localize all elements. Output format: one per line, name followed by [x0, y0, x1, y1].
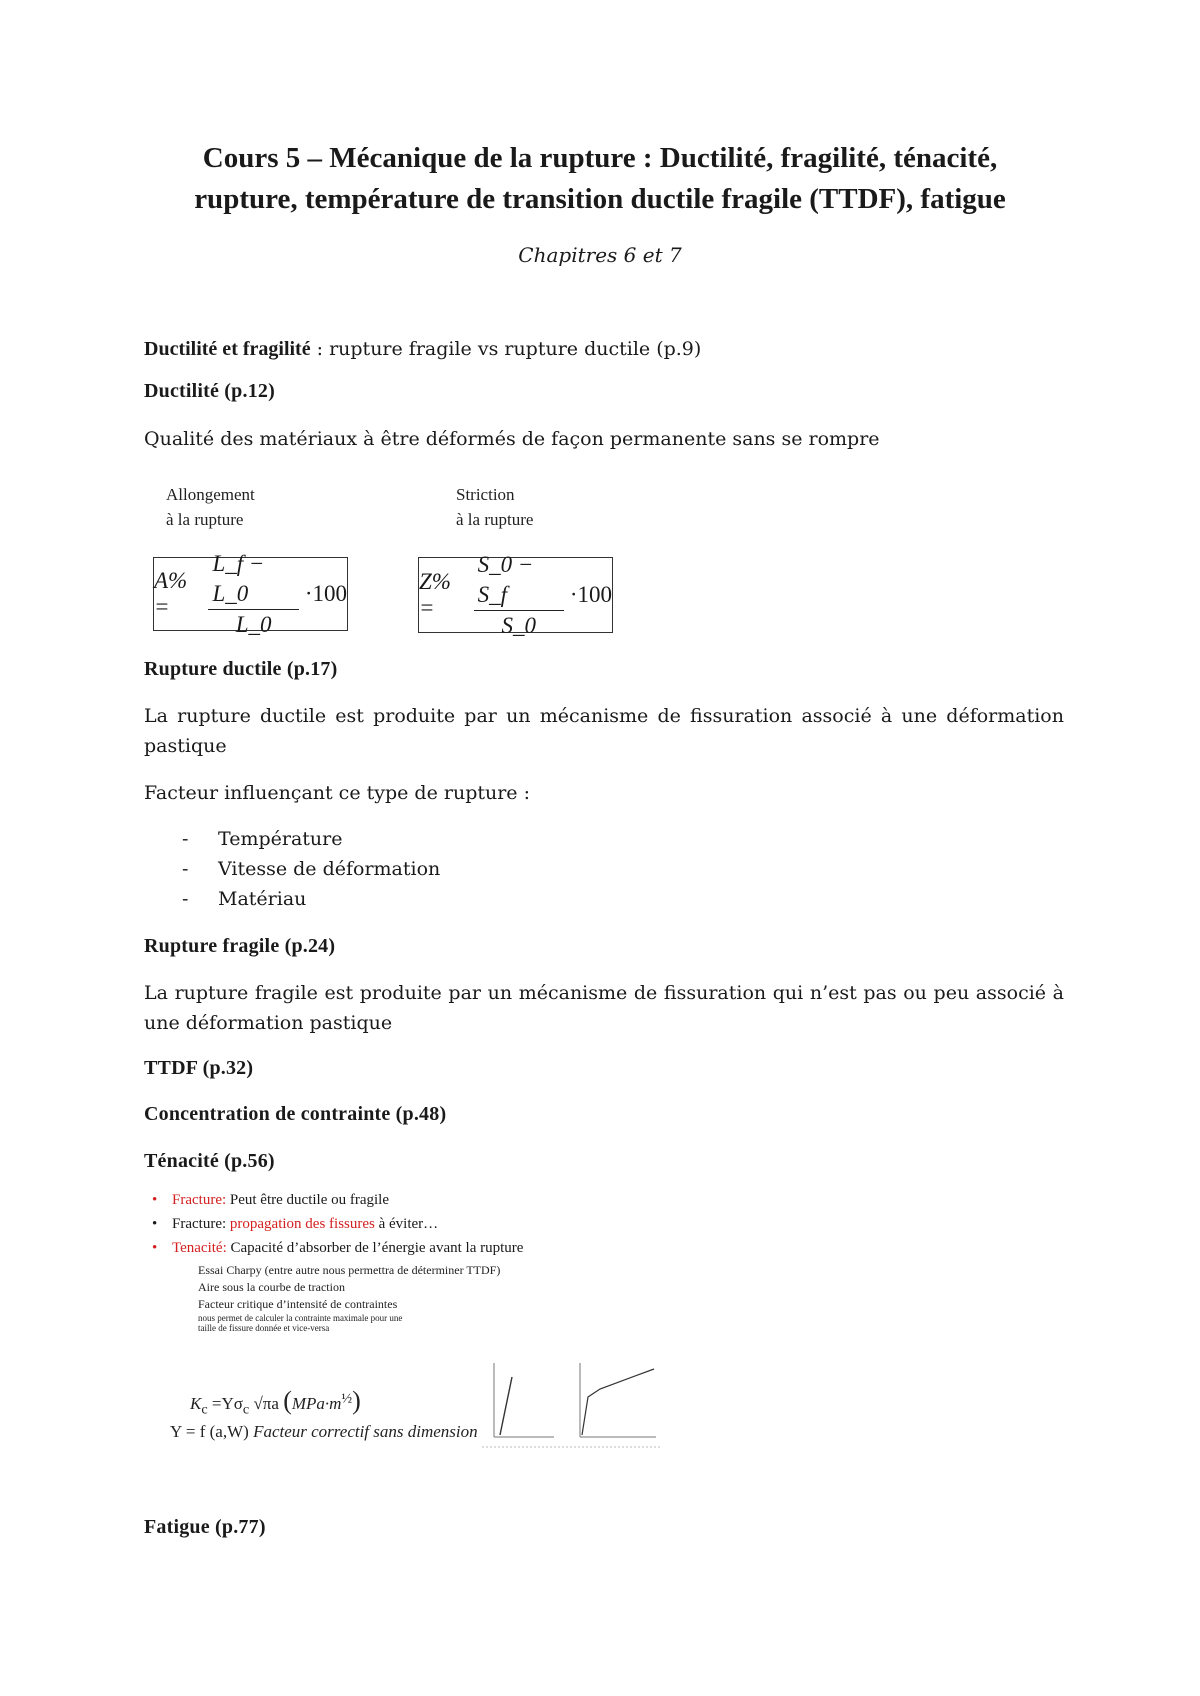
list-item: - Vitesse de déformation: [182, 854, 440, 884]
y-formula: Y = f (a,W) Facteur correctif sans dimension: [170, 1422, 478, 1441]
allongement-label: Allongement à la rupture: [166, 485, 255, 529]
ttdf-heading: TTDF (p.32): [144, 1057, 254, 1079]
rupture-ductile-heading: Rupture ductile (p.17): [144, 658, 338, 680]
ductilite-text: Qualité des matériaux à être déformés de façon permanente sans se rompre: [144, 428, 880, 450]
rupture-fragile-text: La rupture fragile est produite par un mécanisme de fissuration qui n’est pas ou peu associé à une déformation pastique: [144, 982, 1064, 1034]
allongement-formula: A% = $\frac{L\_f - L\_0}{L\_0}$ ·100: [154, 550, 347, 637]
title-line-1: Cours 5 – Mécanique de la rupture : Ductilité, fragilité, ténacité,: [202, 142, 998, 174]
list-item: • Fracture: propagation des fissures à éviter…: [152, 1216, 439, 1232]
striction-formula: Z% = $\frac{S\_0 - S\_f}{S\_0}$ ·100: [419, 551, 612, 638]
ductilite-heading: Ductilité (p.12): [144, 380, 275, 402]
list-item: - Température: [182, 824, 440, 854]
rupture-ductile-factors-intro: Facteur influençant ce type de rupture :: [144, 782, 530, 804]
concentration-heading: Concentration de contrainte (p.48): [144, 1103, 447, 1125]
list-item: • Fracture: Peut être ductile ou fragile: [152, 1192, 389, 1208]
title-line-2: rupture, température de transition ductile fragile (TTDF), fatigue: [194, 183, 1006, 215]
curve-ductile: [582, 1369, 654, 1435]
tenacite-heading: Ténacité (p.56): [144, 1150, 275, 1172]
ductilite-fragilite-line: [144, 334, 1064, 364]
striction-label: Striction à la rupture: [456, 485, 534, 529]
fatigue-heading: Fatigue (p.77): [144, 1516, 266, 1538]
stress-strain-thumbnails: [478, 1355, 664, 1455]
ductilite-fragilite-title: Ductilité et fragilité: [144, 338, 311, 360]
kc-formula: $K_c =Y\sigma_c$ √πa $(MPa\cdot m^{\frac{1}{2}})$: [190, 1386, 361, 1418]
factor-list: [182, 824, 440, 914]
rupture-ductile-text: La rupture ductile est produite par un mécanisme de fissuration associé à une déformation pastique: [144, 705, 1064, 757]
ductilite-fragilite-text: : rupture fragile vs rupture ductile (p.9): [310, 338, 702, 360]
tenacite-bullets: [148, 1188, 523, 1260]
list-item: - Matériau: [182, 884, 440, 914]
tenacite-sub-items: Essai Charpy (entre autre nous permettra de déterminer TTDF) Aire sous la courbe de traction Facteur critique d’intensité de contraintes nous permet de calculer la contrainte maximale pour une taille de fissure donnée et vice-versa: [198, 1263, 501, 1333]
subtitle: Chapitres 6 et 7: [518, 243, 682, 267]
rupture-fragile-heading: Rupture fragile (p.24): [144, 935, 336, 957]
curve-brittle: [500, 1377, 512, 1435]
list-item: • Tenacité: Capacité d’absorber de l’énergie avant la rupture: [152, 1240, 524, 1256]
